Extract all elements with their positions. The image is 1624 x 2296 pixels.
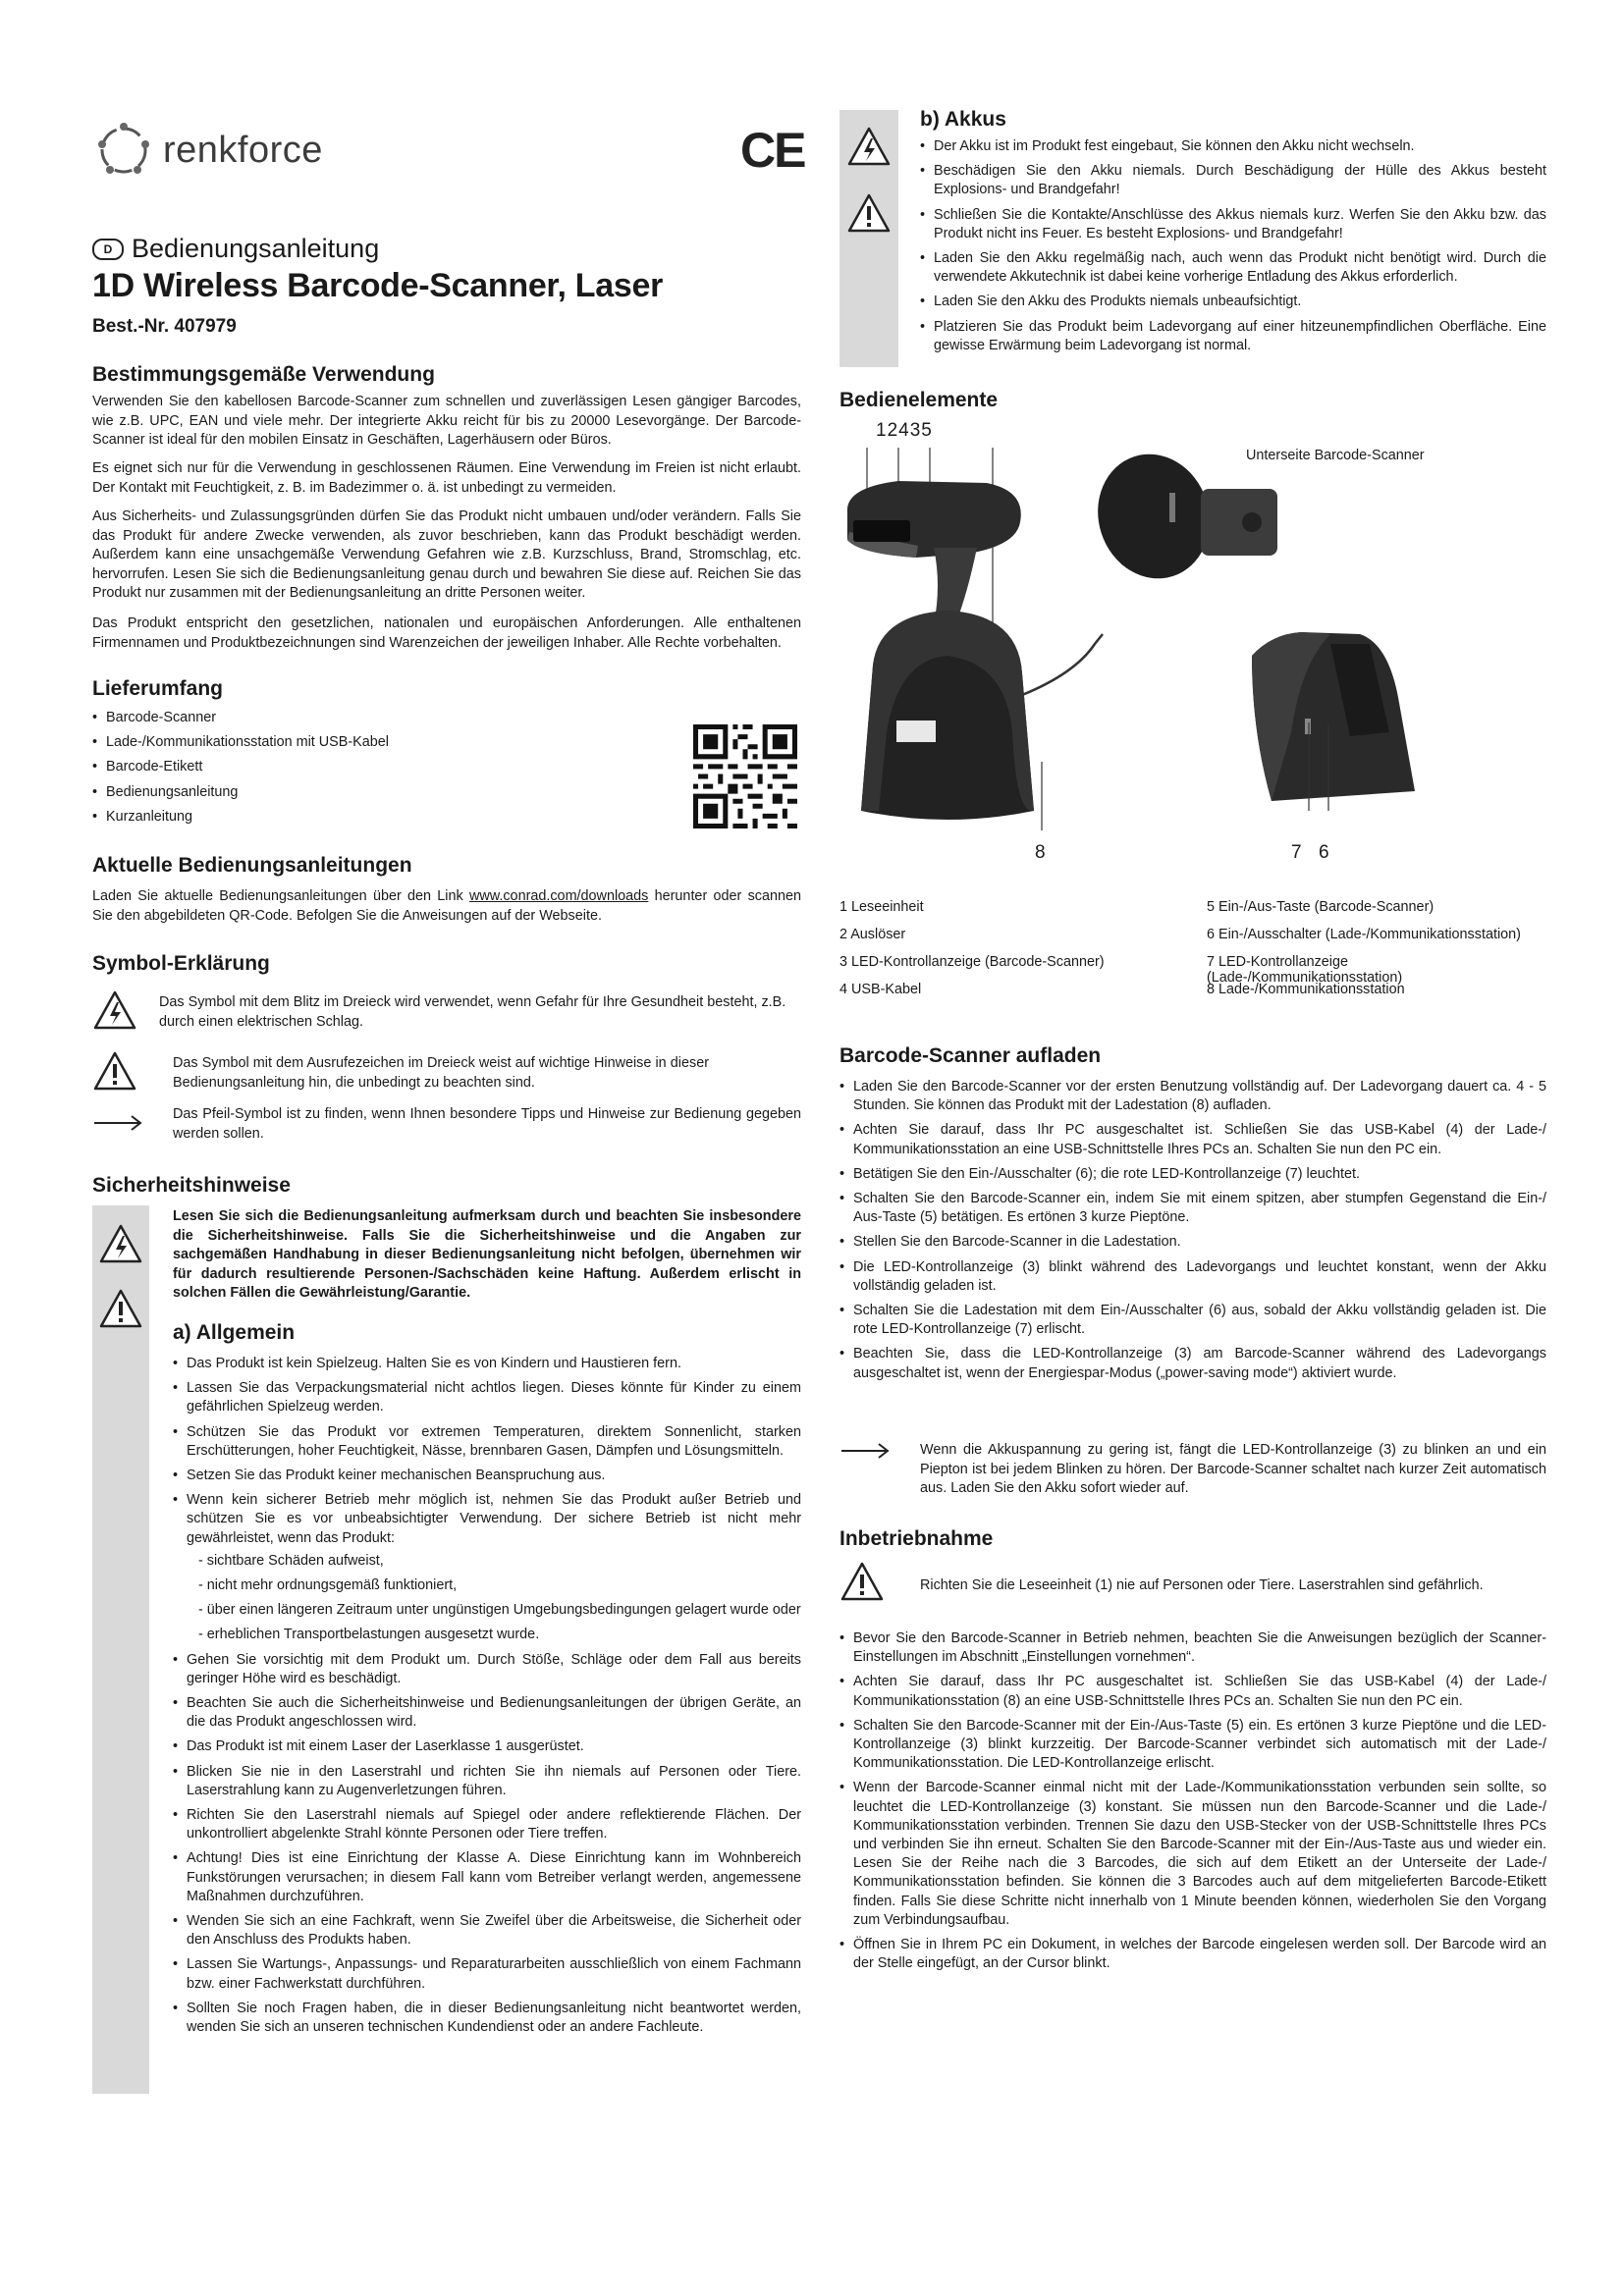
list-item: • Schützen Sie das Produkt vor extremen Temperaturen, direktem Sonnenlicht, starken Erschütterungen, hoher Feuchtigkeit, Nässe, brennbaren Gasen, Dämpfen und Lösungsmitteln. bbox=[173, 1423, 801, 1461]
callout-numbers: 12435 bbox=[876, 420, 933, 441]
intended-use-p2: Es eignet sich nur für die Verwendung in geschlossenen Räumen. Eine Verwendung im Freien ist nicht erlaubt. Der Kontakt mit Feuchtigkeit, z. B. im Badezimmer o. ä. ist unbedingt zu vermeiden. bbox=[92, 460, 801, 496]
exclamation-warning-icon bbox=[839, 1561, 885, 1602]
startup-list bbox=[839, 1629, 1546, 1979]
list-item: • Platzieren Sie das Produkt beim Ladevorgang auf einer hitzeunempfindlichen Oberfläche. Eine gewisse Erwärmung beim Ladevorgang ist normal. bbox=[920, 318, 1546, 355]
list-item: • Bedienungsanleitung bbox=[92, 783, 642, 802]
list-item: • Setzen Sie das Produkt keiner mechanischen Beanspruchung aus. bbox=[173, 1467, 801, 1485]
article-number: Best.-Nr. 407979 bbox=[92, 316, 237, 337]
list-item: • Schalten Sie den Barcode-Scanner ein, indem Sie mit einem spitzen, aber stumpfen Gegenstand die Ein-/ Aus-Taste (5) betätigen. Es ertönen 3 kurze Pieptöne. bbox=[839, 1190, 1546, 1227]
list-item: • Schalten Sie die Ladestation mit dem Ein-/Ausschalter (6) aus, sobald der Akku vollständig geladen ist. Die rote LED-Kontrollanzeige (7) erlischt. bbox=[839, 1302, 1546, 1339]
battery-list bbox=[920, 137, 1546, 361]
list-item: • Beschädigen Sie den Akku niemals. Durch Beschädigung der Hülle des Akkus besteht Explosions- und Brandgefahr! bbox=[920, 162, 1546, 199]
list-item: • Wenn der Barcode-Scanner einmal nicht mit der Lade-/Kommunikationsstation verbunden sein sollte, so leuchtet die LED-Kontrollanzeige (3) konstant. Sie müssen nun den Barcode-Scanner und die Lade-/ Kommunikationsstation verbinden. Trennen Sie dazu den USB-Stecker von der USB-Schnittstelle Ihres PCs und verbinden Sie ihn erneut. Schalten Sie den Barcode-Scanner mit der Ein-/Aus-Taste aus und wieder ein. Lesen Sie der Reihe nach die 3 Barcodes, die sich auf dem Etikett an der Unterseite der Lade-/ Kommunikationsstation befinden. Sie können die 3 Barcodes auch auf dem mitgelieferten Barcode-Etikett finden. Falls Sie diese Schritte nicht innerhalb von 1 Minute beenden können, wiederholen Sie den Vorgang zum Verbindungsaufbau. bbox=[839, 1779, 1546, 1930]
list-item: • Laden Sie den Akku des Produkts niemals unbeaufsichtigt. bbox=[920, 293, 1546, 311]
page-title: 1D Wireless Barcode-Scanner, Laser bbox=[92, 267, 663, 304]
delivery-list bbox=[92, 709, 642, 832]
list-item: • Laden Sie den Barcode-Scanner vor der ersten Benutzung vollständig auf. Der Ladevorgang dauert ca. 4 - 5 Stunden. Sie können das Produkt mit der Ladestation (8) aufladen. bbox=[839, 1078, 1546, 1115]
list-item: • Laden Sie den Akku regelmäßig nach, auch wenn das Produkt nicht benötigt wird. Durch die verwendete Akkutechnik ist dabei keine vorherige Entladung des Akkus erforderlich. bbox=[920, 249, 1546, 287]
arrow-tip-icon bbox=[839, 1441, 891, 1461]
manuals-text-after: herunter oder scannen Sie den abgebildeten QR-Code. Befolgen Sie die Anweisungen auf der Webseite. bbox=[92, 888, 801, 924]
downloads-link[interactable]: www.conrad.com/downloads bbox=[468, 888, 649, 904]
legend-item: 7 LED-Kontrollanzeige (Lade-/Kommunikationsstation) bbox=[1207, 954, 1403, 986]
lightning-warning-icon bbox=[98, 1223, 143, 1264]
battery-heading: b) Akkus bbox=[920, 108, 1006, 131]
list-item: • Richten Sie den Laserstrahl niemals auf Spiegel oder andere reflektierende Flächen. Der unkontrolliert abgelenkte Strahl könnte Personen oder Tiere treffen. bbox=[173, 1806, 801, 1843]
list-item: - sichtbare Schäden aufweist, bbox=[198, 1552, 384, 1569]
manuals-heading: Aktuelle Bedienungsanleitungen bbox=[92, 854, 412, 877]
renkforce-logo-icon bbox=[92, 119, 155, 182]
list-item: • Stellen Sie den Barcode-Scanner in die Ladestation. bbox=[839, 1233, 1546, 1252]
controls-heading: Bedienelemente bbox=[839, 389, 999, 411]
list-item: - über einen längeren Zeitraum unter ungünstigen Umgebungsbedingungen gelagert wurde oder bbox=[198, 1602, 801, 1619]
intended-use-heading: Bestimmungsgemäße Verwendung bbox=[92, 363, 435, 386]
list-item: • Blicken Sie nie in den Laserstrahl und richten Sie ihn niemals auf Personen oder Tiere. Laserstrahlung kann zu Augenverletzungen führen. bbox=[173, 1763, 801, 1800]
list-item: • Sollten Sie noch Fragen haben, die in dieser Bedienungsanleitung nicht beantwortet werden, wenden Sie sich an unseren technischen Kundendienst oder an andere Fachleute. bbox=[173, 2000, 801, 2037]
general-heading: a) Allgemein bbox=[173, 1321, 296, 1344]
conditions-list bbox=[198, 1552, 801, 1645]
legend-item: 4 USB-Kabel bbox=[839, 982, 922, 997]
exclamation-symbol-text: Das Symbol mit dem Ausrufezeichen im Dreieck weist auf wichtige Hinweise in dieser Bedienungsanleitung hin, die unbedingt zu beachten sind. bbox=[173, 1055, 709, 1091]
language-badge: D bbox=[92, 239, 124, 260]
arrow-symbol-text: Das Pfeil-Symbol ist zu finden, wenn Ihnen besondere Tipps und Hinweise zur Bedienung gegeben werden sollen. bbox=[173, 1106, 801, 1142]
lightning-warning-icon bbox=[846, 126, 892, 167]
list-item: • Schließen Sie die Kontakte/Anschlüsse des Akkus niemals kurz. Werfen Sie den Akku bzw. das Produkt nicht ins Feuer. Es besteht Explosions- und Brandgefahr! bbox=[920, 206, 1546, 243]
lightning-symbol-text: Das Symbol mit dem Blitz im Dreieck wird verwendet, wenn Gefahr für Ihre Gesundheit besteht, z.B. durch einen elektrischen Schlag. bbox=[159, 994, 786, 1030]
delivery-heading: Lieferumfang bbox=[92, 677, 224, 700]
legend-item: 2 Auslöser bbox=[839, 927, 906, 942]
list-item: • Lassen Sie Wartungs-, Anpassungs- und Reparaturarbeiten ausschließlich von einem Fachmann bzw. einer Fachwerkstatt durchführen. bbox=[173, 1955, 801, 1993]
list-item: • Wenden Sie sich an eine Fachkraft, wenn Sie Zweifel über die Arbeitsweise, die Sicherheit oder den Anschluss des Produkts haben. bbox=[173, 1912, 801, 1949]
arrow-tip-icon bbox=[92, 1113, 143, 1133]
list-item: • Achtung! Dies ist eine Einrichtung der Klasse A. Diese Einrichtung kann im Wohnbereich Funkstörungen verursachen; in diesem Fall kann vom Betreiber verlangt werden, angemessene Maßnahmen durchzuführen. bbox=[173, 1849, 801, 1906]
general-list bbox=[173, 1355, 801, 2043]
list-item: • Achten Sie darauf, dass Ihr PC ausgeschaltet ist. Schließen Sie das USB-Kabel (4) der Lade-/ Kommunikationsstation (8) an eine USB-Schnittstelle Ihres PCs an. Schalten Sie nun den PC ein. bbox=[839, 1673, 1546, 1710]
list-item: • Barcode-Etikett bbox=[92, 758, 642, 776]
exclamation-warning-icon bbox=[92, 1050, 137, 1092]
startup-warning: Richten Sie die Leseeinheit (1) nie auf Personen oder Tiere. Laserstrahlen sind gefährlich. bbox=[920, 1577, 1484, 1593]
list-item: • Das Produkt ist mit einem Laser der Laserklasse 1 ausgerüstet. bbox=[173, 1737, 801, 1756]
list-item-text: Wenn kein sicherer Betrieb mehr möglich ist, nehmen Sie das Produkt außer Betrieb und schützen Sie es vor unbeabsichtigter Verwendung. Der sichere Betrieb ist nicht mehr gewährleistet, wenn das Produkt: bbox=[187, 1492, 801, 1546]
list-item: • Das Produkt ist kein Spielzeug. Halten Sie es von Kindern und Haustieren fern. bbox=[173, 1355, 801, 1373]
underside-label: Unterseite Barcode-Scanner bbox=[1246, 448, 1425, 463]
list-item: • Lade-/Kommunikationsstation mit USB-Kabel bbox=[92, 733, 642, 752]
list-item: • Bevor Sie den Barcode-Scanner in Betrieb nehmen, beachten Sie die Anweisungen bezüglich der Scanner-Einstellungen im Abschnitt „Einstellungen vornehmen“. bbox=[839, 1629, 1546, 1667]
legend-item: 5 Ein-/Aus-Taste (Barcode-Scanner) bbox=[1207, 899, 1435, 915]
list-item: - nicht mehr ordnungsgemäß funktioniert, bbox=[198, 1577, 458, 1594]
startup-heading: Inbetriebnahme bbox=[839, 1527, 994, 1550]
list-item: • Gehen Sie vorsichtig mit dem Produkt um. Durch Stöße, Schläge oder dem Fall aus bereits geringer Höhe wird es beschädigt. bbox=[173, 1651, 801, 1688]
manuals-text bbox=[92, 887, 801, 926]
safety-heading: Sicherheitshinweise bbox=[92, 1174, 291, 1197]
list-item: • Beachten Sie, dass die LED-Kontrollanzeige (3) am Barcode-Scanner während des Ladevorgangs ausgeschaltet ist, wenn der Energiespar-Modus („power-saving mode“) aktiviert wurde. bbox=[839, 1345, 1546, 1382]
list-item: - erheblichen Transportbelastungen ausgesetzt wurde. bbox=[198, 1627, 540, 1643]
exclamation-warning-icon bbox=[846, 192, 892, 234]
list-item: • Schalten Sie den Barcode-Scanner mit der Ein-/Aus-Taste (5) ein. Es ertönen 3 kurze Pieptöne und die LED-Kontrollanzeige (3) blinkt kurzzeitig. Der Barcode-Scanner verbindet sich automatisch mit der Lade-/ Kommunikationsstation. Die LED-Kontrollanzeige erlischt. bbox=[839, 1717, 1546, 1774]
list-item: • Die LED-Kontrollanzeige (3) blinkt während des Ladevorgangs und leuchtet konstant, wenn der Akku vollständig geladen ist. bbox=[839, 1258, 1546, 1296]
product-illustration bbox=[839, 438, 1546, 870]
brand-logo bbox=[92, 116, 323, 185]
legend-item: 1 Leseeinheit bbox=[839, 899, 924, 915]
callout-8: 8 bbox=[1035, 842, 1046, 863]
doc-type bbox=[92, 234, 379, 264]
list-item: • Kurzanleitung bbox=[92, 808, 642, 827]
list-item: • Betätigen Sie den Ein-/Ausschalter (6); die rote LED-Kontrollanzeige (7) leuchtet. bbox=[839, 1165, 1546, 1184]
list-item bbox=[173, 1491, 801, 1644]
intended-use-p1: Verwenden Sie den kabellosen Barcode-Scanner zum schnellen und zuverlässigen Lesen gängiger Barcodes, wie z.B. UPC, EAN und viele mehr. Der integrierte Akku reicht für bis zu 20000 Lesevorgänge. Der Barcode-Scanner ist ideal für den mobilen Einsatz in Geschäften, Lagerhäusern oder Büros. bbox=[92, 394, 801, 448]
intended-use-p3: Aus Sicherheits- und Zulassungsgründen dürfen Sie das Produkt nicht umbauen und/oder verändern. Falls Sie das Produkt für andere Zwecke verwenden, als zuvor beschrieben, kann das Produkt beschädigt werden. Außerdem kann eine unsachgemäße Verwendung Gefahren wie z.B. Kurzschluss, Brand, Stromschlag, etc. hervorrufen. Lesen Sie sich die Bedienungsanleitung genau durch und bewahren Sie diese auf. Reichen Sie das Produkt nur zusammen mit der Bedienungsanleitung an dritte Personen weiter. bbox=[92, 508, 801, 601]
list-item: • Öffnen Sie in Ihrem PC ein Dokument, in welches der Barcode eingelesen werden soll. Der Barcode wird an der Stelle eingefügt, an der Cursor blinkt. bbox=[839, 1936, 1546, 1973]
callout-6: 6 bbox=[1319, 842, 1329, 863]
manuals-text-before: Laden Sie aktuelle Bedienungsanleitungen über den Link bbox=[92, 888, 469, 904]
charging-tip: Wenn die Akkuspannung zu gering ist, fängt die LED-Kontrollanzeige (3) zu blinken an und ein Piepton ist bei jedem Blinken zu hören. Der Barcode-Scanner schaltet nach kurzer Zeit automatisch aus. Laden Sie den Akku sofort wieder auf. bbox=[920, 1442, 1546, 1496]
charging-list bbox=[839, 1078, 1546, 1389]
charging-heading: Barcode-Scanner aufladen bbox=[839, 1044, 1102, 1067]
intended-use-p4: Das Produkt entspricht den gesetzlichen, nationalen und europäischen Anforderungen. Alle enthaltenen Firmennamen und Produktbezeichnungen sind Warenzeichen der jeweiligen Inhaber. Alle Rechte vorbehalten. bbox=[92, 615, 801, 651]
list-item: • Lassen Sie das Verpackungsmaterial nicht achtlos liegen. Dieses könnte für Kinder zu einem gefährlichen Spielzeug werden. bbox=[173, 1379, 801, 1416]
safety-intro: Lesen Sie sich die Bedienungsanleitung aufmerksam durch und beachten Sie insbesondere die Sicherheitshinweise. Falls Sie die Sicherheitshinweise und die Angaben zur sachgemäßen Handhabung in dieser Bedienungsanleitung nicht befolgen, übernehmen wir für dadurch resultierende Personen-/Sachschäden keine Haftung. Außerdem erlischt in solchen Fällen die Gewährleistung/Garantie. bbox=[173, 1208, 801, 1301]
list-item: • Achten Sie darauf, dass Ihr PC ausgeschaltet ist. Schließen Sie das USB-Kabel (4) der Lade-/ Kommunikationsstation an eine USB-Schnittstelle Ihres PCs an. Schalten Sie nun den PC ein. bbox=[839, 1121, 1546, 1158]
list-item: • Beachten Sie auch die Sicherheitshinweise und Bedienungsanleitungen der übrigen Geräte, an die das Produkt angeschlossen wird. bbox=[173, 1694, 801, 1732]
safety-grey-bar bbox=[92, 1205, 149, 2094]
doc-type-label: Bedienungsanleitung bbox=[132, 234, 380, 263]
legend-item: 3 LED-Kontrollanzeige (Barcode-Scanner) bbox=[839, 954, 1105, 970]
symbols-heading: Symbol-Erklärung bbox=[92, 952, 270, 975]
legend-item: 6 Ein-/Ausschalter (Lade-/Kommunikationsstation) bbox=[1207, 927, 1521, 942]
callout-7: 7 bbox=[1291, 842, 1302, 863]
lightning-warning-icon bbox=[92, 989, 137, 1031]
list-item: • Barcode-Scanner bbox=[92, 709, 642, 727]
exclamation-warning-icon bbox=[98, 1288, 143, 1329]
list-item: • Der Akku ist im Produkt fest eingebaut, Sie können den Akku nicht wechseln. bbox=[920, 137, 1546, 156]
brand-name: renkforce bbox=[163, 129, 323, 171]
legend-item: 8 Lade-/Kommunikationsstation bbox=[1207, 982, 1405, 997]
ce-mark: CE bbox=[740, 123, 805, 178]
qr-code-icon[interactable] bbox=[693, 724, 797, 828]
